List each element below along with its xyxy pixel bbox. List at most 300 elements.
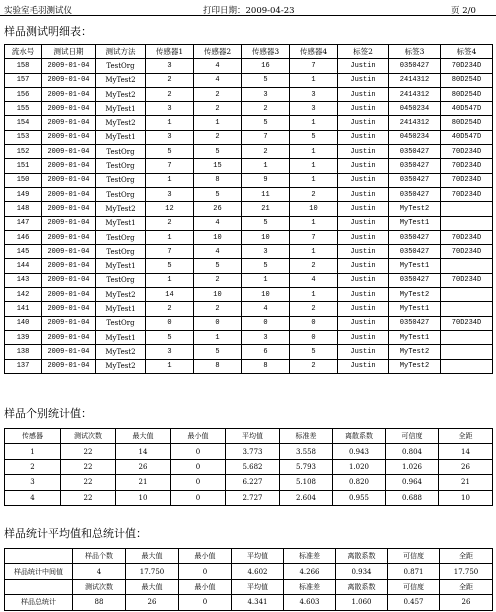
table-cell: 6 <box>242 345 290 359</box>
table-cell: 7 <box>146 159 194 173</box>
table-cell: 3 <box>146 102 194 116</box>
table-cell: 3 <box>242 245 290 259</box>
table-cell: 5 <box>242 216 290 230</box>
table-cell: 152 <box>5 145 42 159</box>
table-cell: 141 <box>5 302 42 316</box>
individual-col-header: 传感器 <box>5 429 61 444</box>
table-cell: 离散系数 <box>336 549 388 564</box>
table-cell: Justin <box>338 230 389 244</box>
table-cell: 2 <box>242 145 290 159</box>
table-cell: 2009-01-04 <box>42 216 96 230</box>
table-cell: 0350427 <box>389 173 441 187</box>
table-cell: 17.750 <box>126 564 179 579</box>
table-cell: 3.558 <box>280 444 333 459</box>
table-cell: 9 <box>242 173 290 187</box>
table-cell: 1.020 <box>333 459 386 474</box>
table-cell: 88 <box>73 595 126 610</box>
table-cell: 0 <box>171 444 226 459</box>
table-cell: MyTest2 <box>389 359 441 373</box>
table-row <box>5 87 493 101</box>
table-cell: 2 <box>290 302 338 316</box>
table-cell: 2009-01-04 <box>42 259 96 273</box>
table-cell: 1.060 <box>336 595 388 610</box>
table-cell: 26 <box>194 202 242 216</box>
table-row <box>5 116 493 130</box>
table-cell: 2 <box>194 130 242 144</box>
table-cell: 158 <box>5 59 42 73</box>
table-cell: 2414312 <box>389 87 441 101</box>
table-cell: 144 <box>5 259 42 273</box>
table-cell: MyTest2 <box>96 345 146 359</box>
table-cell: 1.026 <box>386 459 439 474</box>
table-cell: 80D254D <box>441 116 493 130</box>
table-cell: 0350427 <box>389 145 441 159</box>
table-cell: MyTest1 <box>389 216 441 230</box>
table-cell: 2009-01-04 <box>42 330 96 344</box>
table-cell: 10 <box>290 202 338 216</box>
table-cell: 1 <box>146 230 194 244</box>
table-cell: MyTest1 <box>96 259 146 273</box>
table-cell: 70D234D <box>441 273 493 287</box>
table-cell: Justin <box>338 202 389 216</box>
table-cell: 5.682 <box>226 459 280 474</box>
header-divider <box>0 15 496 16</box>
table-cell: 1 <box>290 73 338 87</box>
table-cell: 0350427 <box>389 316 441 330</box>
individual-col-header: 平均值 <box>226 429 280 444</box>
table-cell: 2 <box>290 259 338 273</box>
table-cell: Justin <box>338 102 389 116</box>
table-cell: 测试次数 <box>73 579 126 594</box>
table-cell <box>441 359 493 373</box>
print-date: 打印日期：2009-04-23 <box>203 6 295 16</box>
table-cell: Justin <box>338 87 389 101</box>
table-cell: 0 <box>171 475 226 490</box>
detail-col-header: 测试日期 <box>42 45 96 59</box>
table-cell: 0450234 <box>389 130 441 144</box>
table-row <box>5 259 493 273</box>
table-cell: 10 <box>116 490 171 505</box>
table-cell: 7 <box>290 59 338 73</box>
table-cell: 0 <box>194 316 242 330</box>
table-cell: 2009-01-04 <box>42 359 96 373</box>
table-cell: 70D234D <box>441 187 493 201</box>
table-cell: 2.727 <box>226 490 280 505</box>
table-cell: 2414312 <box>389 116 441 130</box>
table-row <box>5 316 493 330</box>
table-cell: 2009-01-04 <box>42 302 96 316</box>
table-row <box>5 130 493 144</box>
table-cell: 4 <box>194 216 242 230</box>
table-cell: MyTest1 <box>96 130 146 144</box>
table-cell: 5 <box>146 145 194 159</box>
table-cell: Justin <box>338 116 389 130</box>
table-cell: 153 <box>5 130 42 144</box>
table-cell: 26 <box>440 595 493 610</box>
table-cell: MyTest1 <box>96 302 146 316</box>
table-cell: 0 <box>179 564 232 579</box>
table-row <box>5 288 493 302</box>
table-cell: 0350427 <box>389 230 441 244</box>
table-cell: MyTest1 <box>96 216 146 230</box>
detail-header-row <box>5 45 493 59</box>
table-cell: 1 <box>194 116 242 130</box>
table-cell: 17.750 <box>440 564 493 579</box>
table-cell: 0 <box>290 316 338 330</box>
table-cell: TestOrg <box>96 273 146 287</box>
table-cell: 2 <box>146 73 194 87</box>
table-cell: 14 <box>146 288 194 302</box>
table-cell: Justin <box>338 130 389 144</box>
individual-col-header: 测试次数 <box>61 429 116 444</box>
detail-col-header: 传感器3 <box>242 45 290 59</box>
table-cell: 3 <box>290 102 338 116</box>
table-cell: 3 <box>146 345 194 359</box>
table-cell: 2009-01-04 <box>42 102 96 116</box>
table-cell: 2009-01-04 <box>42 345 96 359</box>
table-cell: 26 <box>126 595 179 610</box>
table-cell: MyTest1 <box>389 302 441 316</box>
table-cell: 5 <box>242 116 290 130</box>
table-cell: MyTest2 <box>96 202 146 216</box>
table-cell: 10 <box>194 230 242 244</box>
table-cell: 8 <box>194 359 242 373</box>
table-cell: MyTest1 <box>96 330 146 344</box>
table-cell: 0350427 <box>389 245 441 259</box>
table-cell: TestOrg <box>96 245 146 259</box>
table-row <box>5 302 493 316</box>
detail-col-header: 标签3 <box>389 45 441 59</box>
table-cell: 70D234D <box>441 173 493 187</box>
individual-col-header: 全距 <box>439 429 493 444</box>
summary-row <box>5 595 493 610</box>
table-cell: 0.804 <box>386 444 439 459</box>
table-cell: 142 <box>5 288 42 302</box>
table-row <box>5 187 493 201</box>
table-row <box>5 490 493 505</box>
table-cell: 15 <box>194 159 242 173</box>
table-cell: 1 <box>146 116 194 130</box>
table-cell: 139 <box>5 330 42 344</box>
individual-col-header: 可信度 <box>386 429 439 444</box>
table-cell: 147 <box>5 216 42 230</box>
table-row <box>5 159 493 173</box>
table-cell: 5 <box>290 130 338 144</box>
table-cell: 22 <box>61 444 116 459</box>
table-cell: 143 <box>5 273 42 287</box>
table-cell: Justin <box>338 216 389 230</box>
table-cell: 3 <box>146 59 194 73</box>
detail-table <box>4 44 493 374</box>
table-row <box>5 173 493 187</box>
table-row <box>5 459 493 474</box>
table-cell: 7 <box>290 230 338 244</box>
table-cell: 26 <box>116 459 171 474</box>
summary-row <box>5 564 493 579</box>
table-cell: 最大值 <box>126 549 179 564</box>
table-cell: 22 <box>61 475 116 490</box>
detail-col-header: 传感器4 <box>290 45 338 59</box>
table-cell: 1 <box>146 359 194 373</box>
table-cell: 0.457 <box>388 595 440 610</box>
table-cell: 5 <box>194 345 242 359</box>
table-cell <box>441 345 493 359</box>
table-cell: 3 <box>146 130 194 144</box>
summary-header-row <box>5 549 493 564</box>
detail-col-header: 传感器2 <box>194 45 242 59</box>
table-cell: 2009-01-04 <box>42 288 96 302</box>
table-cell: 6.227 <box>226 475 280 490</box>
table-row <box>5 73 493 87</box>
table-cell: MyTest2 <box>389 345 441 359</box>
table-cell: 5 <box>194 187 242 201</box>
table-cell: 平均值 <box>232 579 284 594</box>
table-cell: 0.688 <box>386 490 439 505</box>
table-cell: 标准差 <box>284 579 336 594</box>
table-row <box>5 444 493 459</box>
table-cell: 0350427 <box>389 59 441 73</box>
table-cell: 0.955 <box>333 490 386 505</box>
individual-col-header: 离散系数 <box>333 429 386 444</box>
table-cell: 1 <box>290 173 338 187</box>
summary-header-row <box>5 579 493 594</box>
table-cell: 1 <box>146 273 194 287</box>
table-cell: 2414312 <box>389 73 441 87</box>
table-cell <box>5 549 73 564</box>
table-cell: 2 <box>194 102 242 116</box>
table-cell: 2 <box>194 302 242 316</box>
table-cell: 2009-01-04 <box>42 87 96 101</box>
table-cell: 3 <box>146 187 194 201</box>
table-cell <box>441 330 493 344</box>
table-cell: 2009-01-04 <box>42 173 96 187</box>
table-cell: 1 <box>290 116 338 130</box>
detail-col-header: 标签4 <box>441 45 493 59</box>
table-cell: Justin <box>338 159 389 173</box>
table-cell: MyTest2 <box>389 288 441 302</box>
table-cell: Justin <box>338 316 389 330</box>
table-cell: 4 <box>242 302 290 316</box>
table-cell: 3.773 <box>226 444 280 459</box>
table-cell: Justin <box>338 187 389 201</box>
table-cell: 16 <box>242 59 290 73</box>
table-cell: 0.934 <box>336 564 388 579</box>
table-cell: 4 <box>5 490 61 505</box>
table-cell: 156 <box>5 87 42 101</box>
table-cell: 70D234D <box>441 230 493 244</box>
table-cell: 138 <box>5 345 42 359</box>
table-cell: Justin <box>338 302 389 316</box>
page-number: 页 2/0 <box>451 6 476 16</box>
table-cell: 1 <box>194 330 242 344</box>
table-cell: 4.341 <box>232 595 284 610</box>
table-cell: 0 <box>171 490 226 505</box>
table-cell: 155 <box>5 102 42 116</box>
table-cell: Justin <box>338 259 389 273</box>
table-cell: Justin <box>338 359 389 373</box>
table-cell: 4 <box>194 73 242 87</box>
table-row <box>5 359 493 373</box>
table-cell: 0350427 <box>389 273 441 287</box>
table-cell: 2009-01-04 <box>42 316 96 330</box>
table-row <box>5 216 493 230</box>
table-cell: 可信度 <box>388 549 440 564</box>
table-cell: 0.964 <box>386 475 439 490</box>
table-cell: MyTest2 <box>96 116 146 130</box>
table-cell: 0 <box>146 316 194 330</box>
table-cell: 3 <box>5 475 61 490</box>
table-cell: MyTest2 <box>96 87 146 101</box>
table-row <box>5 202 493 216</box>
table-cell: 2009-01-04 <box>42 187 96 201</box>
table-cell: TestOrg <box>96 145 146 159</box>
table-cell: 全距 <box>440 549 493 564</box>
table-cell: 可信度 <box>388 579 440 594</box>
individual-header-row <box>5 429 493 444</box>
table-cell: 平均值 <box>232 549 284 564</box>
table-cell: 21 <box>439 475 493 490</box>
table-cell: 70D234D <box>441 159 493 173</box>
detail-col-header: 传感器1 <box>146 45 194 59</box>
table-cell: 151 <box>5 159 42 173</box>
table-cell: 145 <box>5 245 42 259</box>
table-cell: 2 <box>146 216 194 230</box>
table-cell: 70D234D <box>441 245 493 259</box>
table-cell: 149 <box>5 187 42 201</box>
table-cell: 3 <box>290 87 338 101</box>
table-cell: 1 <box>290 216 338 230</box>
table-cell: 7 <box>146 245 194 259</box>
table-cell: 4.602 <box>232 564 284 579</box>
table-cell <box>441 302 493 316</box>
table-cell: 5 <box>290 345 338 359</box>
table-cell: 148 <box>5 202 42 216</box>
table-cell: 2009-01-04 <box>42 73 96 87</box>
table-row <box>5 330 493 344</box>
table-cell: 3 <box>242 330 290 344</box>
table-cell: 全距 <box>440 579 493 594</box>
table-cell: 1 <box>290 145 338 159</box>
table-cell: MyTest2 <box>96 288 146 302</box>
table-cell: 4.603 <box>284 595 336 610</box>
table-cell: 样品总统计 <box>5 595 73 610</box>
detail-col-header: 测试方法 <box>96 45 146 59</box>
individual-col-header: 最小值 <box>171 429 226 444</box>
table-cell: MyTest1 <box>96 102 146 116</box>
table-cell: 1 <box>290 288 338 302</box>
table-cell: Justin <box>338 345 389 359</box>
table-cell: 2 <box>146 302 194 316</box>
detail-col-header: 流水号 <box>5 45 42 59</box>
table-cell: 4.266 <box>284 564 336 579</box>
table-cell: 21 <box>116 475 171 490</box>
table-cell: 最小值 <box>179 579 232 594</box>
table-cell: 5 <box>194 259 242 273</box>
table-cell <box>441 202 493 216</box>
table-cell: 22 <box>61 490 116 505</box>
table-cell: 70D234D <box>441 145 493 159</box>
table-cell: 2 <box>5 459 61 474</box>
table-cell: 10 <box>242 288 290 302</box>
table-cell: 0350427 <box>389 187 441 201</box>
table-cell: 2009-01-04 <box>42 230 96 244</box>
table-cell: 11 <box>242 187 290 201</box>
table-cell: 2.604 <box>280 490 333 505</box>
table-cell: 离散系数 <box>336 579 388 594</box>
table-row <box>5 102 493 116</box>
table-cell <box>441 288 493 302</box>
individual-stats-table <box>4 428 493 506</box>
table-cell: TestOrg <box>96 230 146 244</box>
detail-col-header: 标签2 <box>338 45 389 59</box>
table-cell: 22 <box>61 459 116 474</box>
individual-col-header: 标准差 <box>280 429 333 444</box>
table-row <box>5 345 493 359</box>
table-cell: 2 <box>290 359 338 373</box>
table-cell: TestOrg <box>96 173 146 187</box>
table-cell: 1 <box>290 245 338 259</box>
table-cell: TestOrg <box>96 316 146 330</box>
table-cell: 40D547D <box>441 102 493 116</box>
table-cell: 2009-01-04 <box>42 245 96 259</box>
table-cell: 3 <box>242 87 290 101</box>
table-cell: 4 <box>194 59 242 73</box>
table-cell: 2 <box>194 273 242 287</box>
table-cell: 137 <box>5 359 42 373</box>
table-cell: 0.943 <box>333 444 386 459</box>
table-cell: MyTest2 <box>389 202 441 216</box>
table-cell: 4 <box>290 273 338 287</box>
table-cell <box>5 579 73 594</box>
table-cell: TestOrg <box>96 59 146 73</box>
table-cell: 标准差 <box>284 549 336 564</box>
table-row <box>5 273 493 287</box>
table-cell: Justin <box>338 273 389 287</box>
table-cell: 10 <box>439 490 493 505</box>
table-cell: 2009-01-04 <box>42 145 96 159</box>
table-cell: 1 <box>146 173 194 187</box>
table-cell: 0 <box>171 459 226 474</box>
table-row <box>5 475 493 490</box>
table-cell: 140 <box>5 316 42 330</box>
table-cell: 2 <box>146 87 194 101</box>
table-cell: 2009-01-04 <box>42 59 96 73</box>
table-cell: TestOrg <box>96 159 146 173</box>
table-cell: MyTest2 <box>96 73 146 87</box>
table-cell: 0350427 <box>389 159 441 173</box>
table-cell: Justin <box>338 59 389 73</box>
table-cell: 5 <box>146 259 194 273</box>
table-cell: 2009-01-04 <box>42 159 96 173</box>
table-cell: 2 <box>290 187 338 201</box>
table-cell: 80D254D <box>441 87 493 101</box>
table-cell: 4 <box>73 564 126 579</box>
table-cell: 2 <box>194 87 242 101</box>
table-cell <box>441 259 493 273</box>
table-cell: 1 <box>5 444 61 459</box>
detail-section-title: 样品测试明细表： <box>4 25 92 38</box>
table-cell: 0.820 <box>333 475 386 490</box>
table-cell: MyTest1 <box>389 259 441 273</box>
table-cell: 5.793 <box>280 459 333 474</box>
table-cell: 5.108 <box>280 475 333 490</box>
table-cell: 10 <box>194 288 242 302</box>
table-cell: 26 <box>439 459 493 474</box>
table-cell: 150 <box>5 173 42 187</box>
table-cell: Justin <box>338 245 389 259</box>
table-cell: Justin <box>338 288 389 302</box>
table-cell: MyTest2 <box>96 359 146 373</box>
